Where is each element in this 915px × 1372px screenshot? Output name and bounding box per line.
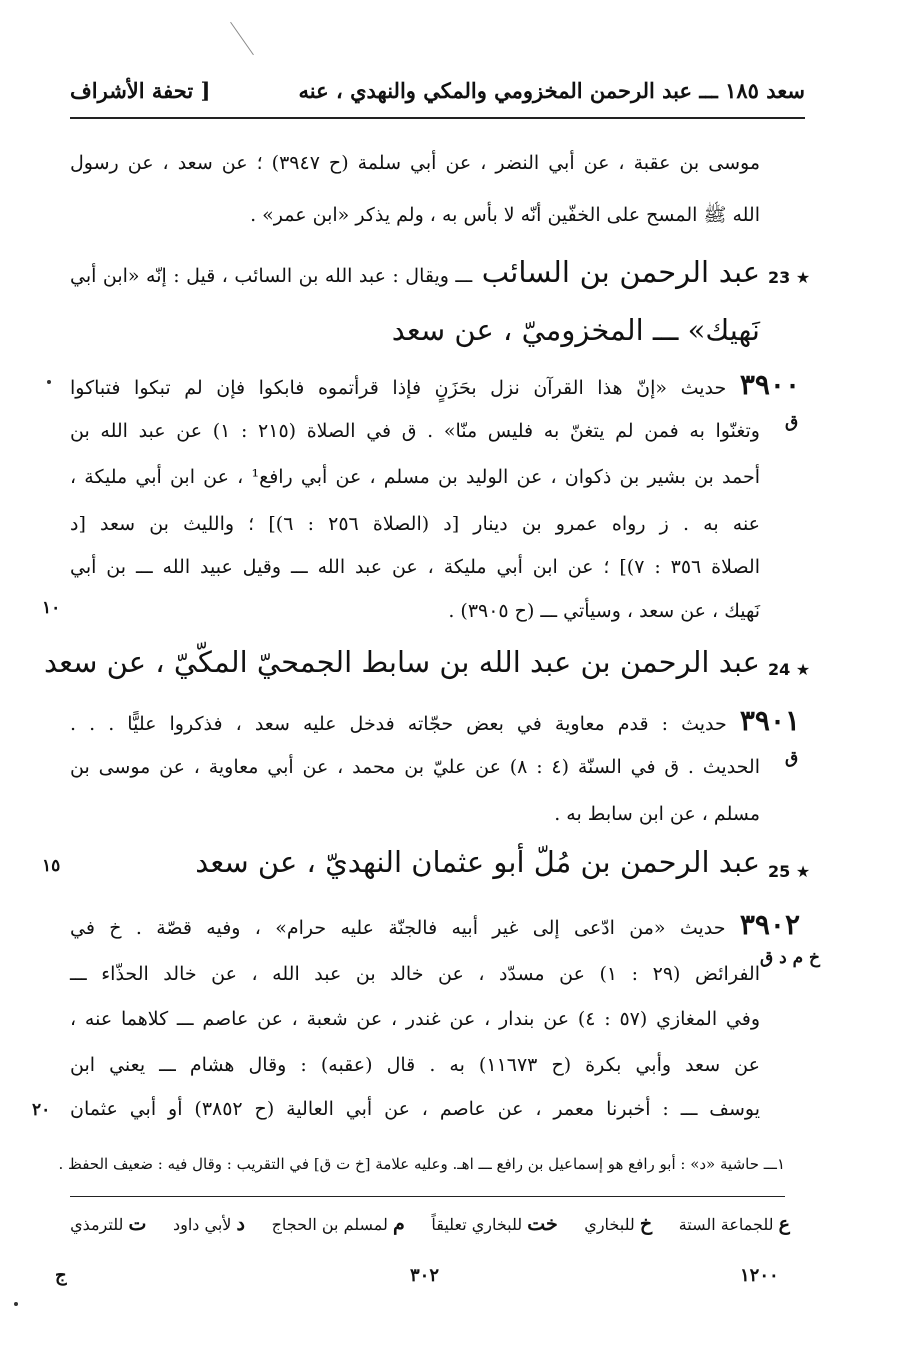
hadith-line: ٣٩٠١ حديث : قدم معاوية في بعض حجّاته فدخل عليه سعد ، فذكروا عليًّا . . .	[70, 704, 801, 737]
margin-siglum: خ م د ق	[760, 948, 821, 968]
line-number: ٢٠	[32, 1100, 51, 1120]
entry-heading: عبد الرحمن بن مُلّ أبو عثمان النهديّ ، عن سعد	[195, 845, 760, 879]
line-number: ١٠	[42, 598, 61, 618]
line-number: ١٥	[42, 856, 61, 876]
text-line: وفي المغازي (٥٧ : ٤) عن بندار ، عن غندر ، عن شعبة ، عن عاصم ـــ كلاهما عنه ،	[70, 1008, 761, 1030]
text-line: وتغنّوا به فمن لم يتغنّ به فليس منّا» . ق في الصلاة (٢١٥ : ١) عن عبد الله بن	[70, 420, 760, 442]
entry-heading-continued: نَهيك» ـــ المخزوميّ ، عن سعد	[391, 313, 760, 347]
text-line: أحمد بن بشير بن ذكوان ، عن الوليد بن مسلم ، عن أبي رافع¹ ، عن ابن أبي مليكة ،	[70, 466, 760, 488]
text-line: الحديث . ق في السنّة (٤ : ٨) عن عليّ بن محمد ، عن أبي معاوية ، عن موسى بن	[70, 756, 760, 778]
text-line: الصلاة ٣٥٦ : ٧)] ؛ عن ابن أبي مليكة ، عن عبد الله ـــ وقيل عبيد الله ـــ بن أبي	[70, 556, 761, 578]
margin-siglum: ق	[785, 748, 799, 768]
siglum-entry: خ للبخاري	[584, 1213, 653, 1235]
entry-number: 23 ★	[768, 268, 811, 287]
text-line: يوسف ـــ : أخبرنا معمر ، عن عاصم ، عن أبي العالية (ح ٣٨٥٢) أو أبي عثمان	[70, 1098, 760, 1120]
serial-page-number: ١٢٠٠	[740, 1265, 779, 1286]
page-number: ٣٠٢	[410, 1265, 440, 1286]
siglum-entry: ع للجماعة الستة	[678, 1213, 790, 1235]
text-line: عن سعد وأبي بكرة (ح ١١٦٧٣) به . قال (عقبه) : وقال هشام ـــ يعني ابن	[70, 1054, 760, 1076]
margin-dot	[47, 380, 51, 384]
header-right: سعد ١٨٥ ـــ عبد الرحمن المخزومي والمكي والنهدي ، عنه	[298, 77, 805, 103]
text-line: موسى بن عقبة ، عن أبي النضر ، عن أبي سلمة (ح ٣٩٤٧) ؛ عن سعد ، عن رسول	[70, 152, 760, 174]
footnote: ١ـــ حاشية «د» : أبو رافع هو إسماعيل بن رافع ـــ اهـ. وعليه علامة [خ ت ق] في التقريب : وقال فيه : ضعيف الحفظ .	[58, 1155, 785, 1173]
entry-heading: عبد الرحمن بن السائب ـــ ويقال : عبد الله بن السائب ، قيل : إنّه «ابن أبي	[70, 255, 760, 289]
volume-code: ج	[55, 1265, 67, 1286]
footnote-rule	[70, 1196, 785, 1197]
text-line: الفرائض (٢٩ : ١) عن مسدّد ، عن خالد بن عبد الله ، عن خالد الحذّاء ـــ	[70, 963, 760, 985]
text-line: نَهيك ، عن سعد ، وسيأتي ـــ (ح ٣٩٠٥) .	[448, 600, 760, 622]
hadith-line: ٣٩٠٠ حديث «إنّ هذا القرآن نزل بحَزَنٍ فإذا قرأتموه فابكوا فإن لم تبكوا فتباكوا	[70, 368, 800, 401]
entry-heading: عبد الرحمن بن عبد الله بن سابط الجمحيّ المكّيّ ، عن سعد	[43, 645, 760, 679]
hadith-number: ٣٩٠٢	[739, 908, 800, 941]
running-header	[70, 70, 805, 110]
sigla-key	[70, 1213, 790, 1235]
scan-speck	[14, 1302, 18, 1306]
hadith-line: ٣٩٠٢ حديث «من ادّعى إلى غير أبيه فالجنّة عليه حرام» ، وفيه قصّة . خ في	[70, 908, 800, 941]
scan-mark	[230, 22, 254, 55]
text-line: الله ﷺ المسح على الخفّين أنّه لا بأس به ، ولم يذكر «ابن عمر» .	[250, 204, 760, 226]
text-line: عنه به . ز رواه عمرو بن دينار [د (الصلاة ٢٥٦ : ٦)] ؛ والليث بن سعد [د	[70, 513, 761, 535]
siglum-entry: م لمسلم بن الحجاج	[271, 1213, 405, 1235]
header-rule	[70, 117, 805, 119]
margin-siglum: ق	[785, 412, 799, 432]
siglum-entry: ت للترمذي	[70, 1213, 147, 1235]
text-line: مسلم ، عن ابن سابط به .	[554, 803, 760, 825]
header-left: [ تحفة الأشراف	[70, 77, 211, 103]
siglum-entry: د لأبي داود	[172, 1213, 245, 1235]
entry-number: 25 ★	[768, 862, 811, 881]
hadith-number: ٣٩٠١	[739, 704, 801, 737]
entry-number: 24 ★	[768, 660, 811, 679]
siglum-entry: خت للبخاري تعليقاً	[431, 1213, 558, 1235]
hadith-number: ٣٩٠٠	[739, 368, 800, 401]
